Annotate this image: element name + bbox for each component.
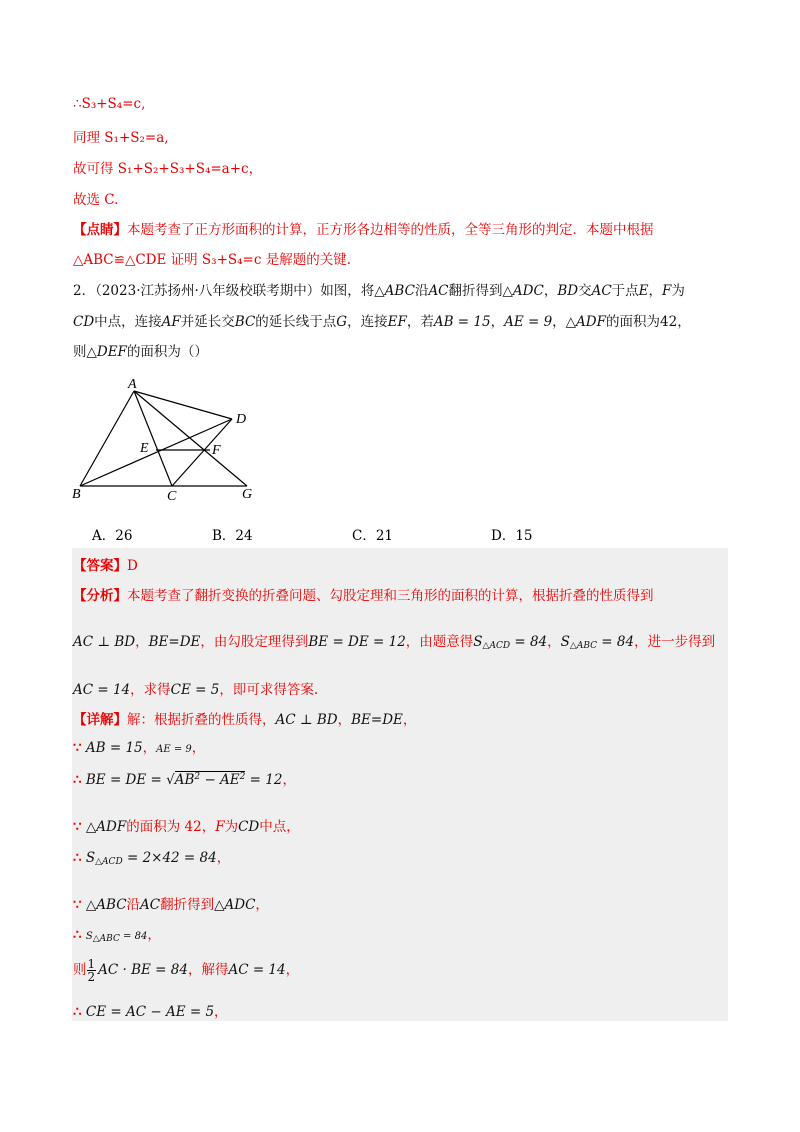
s-value: = 84 [510,634,548,650]
math-ac-perp-bd: AC ⊥ BD [275,712,338,728]
math-bc: BC [234,314,256,330]
question-line-1 [73,279,685,299]
math-s-acd [86,850,217,866]
question-text: 如图，将 [320,283,375,299]
math-ab-15: AB = 15 [85,740,143,756]
segment-ab [80,391,134,486]
detail-text: ， [337,712,352,728]
formula-exp: 2 [239,772,246,782]
math-be-de: BE=DE [351,712,403,728]
question-area-value: 42 [660,314,678,330]
choice-d[interactable]: D．15 [491,528,533,544]
math-triangle-adf: △ADF [85,819,127,835]
question-number: 2． [73,283,96,299]
detail-line-4 [73,815,300,835]
analysis-line-1 [73,584,654,604]
s-subscript: △ACD [482,641,511,651]
answer-tag: 【答案】 [73,558,127,574]
question-text: 为 [671,283,685,299]
math-ac-14: AC = 14 [73,682,131,698]
question-text: 则 [73,344,87,360]
label-f: F [212,443,221,458]
s-symbol: S [473,634,483,650]
math-be-de: BE=DE [148,634,201,650]
math-area-equation: AC · BE = 84 [98,962,188,978]
because-symbol: ∵ [73,740,82,756]
math-ce-result: CE = AC − AE = 5 [85,1004,215,1020]
detail-line-6 [73,893,269,913]
fraction-numerator: 1 [87,957,96,971]
detail-text: ， [142,740,157,756]
question-text: 并延长交 [180,314,235,330]
comment-line-1 [73,218,654,238]
label-c: C [167,489,177,504]
formula-exp: 2 [194,772,201,782]
question-text: 的面积为（） [126,344,208,360]
comment-line-2: △ABC≌△CDE 证明 S₃+S₄=c 是解题的关键. [73,252,352,268]
math-be-sqrt: BE = DE = $√AB^2 - AE^2 = 12$ [85,772,283,788]
question-text: ， [543,283,558,299]
detail-line-2 [73,736,205,756]
fraction-denominator: 2 [87,970,96,984]
detail-text: ，解得 [187,962,229,978]
math-e: E [638,283,649,299]
math-ac-14: AC = 14 [228,962,286,978]
detail-text: ， [216,850,231,866]
detail-text: 沿 [126,897,141,913]
s-value: = 2×42 = 84 [122,850,217,866]
math-ac: AC [140,897,161,913]
question-line-3 [73,340,208,360]
label-e: E [140,441,149,456]
question-text: ， [552,314,566,330]
detail-text: ， [147,927,161,943]
analysis-text: ，求得 [130,682,171,698]
geometry-figure [72,376,272,506]
analysis-text: 本题考查了翻折变换的折叠问题、勾股定理和三角形的面积的计算，根据折叠的性质得到 [127,588,654,604]
detail-text: 翻折得到 [160,897,215,913]
math-ae-9: AE = 9 [156,744,192,755]
analysis-line-2 [73,630,715,651]
math-ac-perp-bd: AC ⊥ BD [73,634,136,650]
math-triangle-abc: △ABC [374,283,415,299]
math-triangle-adc: △ADC [502,283,544,299]
question-text: 沿 [414,283,429,299]
math-f: F [662,283,672,299]
choice-a[interactable]: A．26 [92,528,133,544]
question-text: ， [648,283,663,299]
formula-part: BE = DE = [85,772,167,788]
math-ef: EF [387,314,407,330]
therefore-symbol: ∴ [73,850,82,866]
detail-text: 的面积为 42， [126,819,216,835]
detail-line-1 [73,708,416,728]
detail-line-8 [73,958,299,983]
analysis-line-3 [73,678,318,698]
answer-value: D [127,558,138,574]
math-triangle-abc: △ABC [85,897,127,913]
therefore-symbol: ∴ [73,1004,82,1020]
comment-tag: 【点睛】 [73,222,127,238]
segment-bd [80,419,232,486]
detail-text: 中点， [259,819,300,835]
detail-text: ， [214,1004,228,1020]
question-text: 交 [578,283,592,299]
detail-tag: 【详解】 [73,712,127,728]
question-text: ，若 [406,314,434,330]
question-line-2 [73,310,691,330]
question-text: 的面积为 [606,314,660,330]
detail-text: 为 [224,819,239,835]
choice-c[interactable]: C．21 [352,528,394,544]
therefore-symbol: ∴ [73,772,82,788]
proof-line-4: 故选 C. [73,192,119,208]
analysis-text: ， [547,634,561,650]
question-text: 的延长线于点 [255,314,337,330]
math-g: G [336,314,348,330]
choice-b[interactable]: B．24 [212,528,253,544]
label-b: B [72,487,81,502]
question-source: （2023·江苏扬州·八年级校联考期中） [95,283,321,299]
detail-line-9 [73,1000,228,1020]
label-d: D [236,412,247,427]
detail-text: 解：根据折叠的性质得， [127,712,276,728]
s-subscript: △ACD [95,857,123,867]
segment-ac [134,391,172,486]
detail-text: ， [282,772,296,788]
answer-line [73,554,138,574]
s-value: = 84 [119,931,148,942]
therefore-symbol: ∴ [73,927,82,943]
s-subscript: △ABC [569,641,597,651]
math-s-abc [86,931,147,942]
math-triangle-def: △DEF [86,344,127,360]
math-ab-value: AB = 15 [433,314,491,330]
analysis-text: ，进一步得到 [634,634,716,650]
analysis-tag: 【分析】 [73,588,127,604]
s-symbol: S [85,850,96,866]
question-text: ， [677,314,691,330]
math-ae-value: AE = 9 [504,314,553,330]
detail-text: ， [285,962,300,978]
math-f: F [215,819,225,835]
detail-text: ， [255,897,269,913]
proof-line-1: ∴S₃+S₄=c, [73,96,146,112]
question-text: 翻折得到 [448,283,503,299]
detail-text: ， [402,712,417,728]
math-ce-5: CE = 5 [170,682,220,698]
formula-part: AB [174,772,195,788]
analysis-text: ，由题意得 [405,634,474,650]
math-triangle-adc: △ADC [214,897,256,913]
detail-line-7 [73,923,161,944]
analysis-text: ，即可求得答案. [219,682,319,698]
math-be-de-12: BE = DE = 12 [308,634,406,650]
s-symbol: S [85,931,93,942]
question-text: 中点，连接 [94,314,162,330]
math-cd: CD [238,819,260,835]
s-value: = 84 [597,634,635,650]
formula-part: − AE [200,772,240,788]
comment-text-1: 本题考查了正方形面积的计算，正方形各边相等的性质，全等三角形的判定．本题中根据 [127,222,654,238]
because-symbol: ∵ [73,897,82,913]
fraction-half [87,958,97,983]
s-subscript: △ABC [92,934,120,944]
detail-text: 则 [73,962,87,978]
analysis-text: ，由勾股定理得到 [200,634,309,650]
question-text: ，连接 [347,314,388,330]
detail-line-5 [73,846,230,867]
detail-text: ， [191,740,206,756]
proof-line-3: 故可得 S₁+S₂+S₃+S₄=a+c， [73,161,263,177]
formula-part: = 12 [245,772,283,788]
segment-ad [134,391,232,419]
analysis-text: ， [135,634,149,650]
math-s-acd [473,634,547,650]
math-ac: AC [428,283,449,299]
label-g: G [242,487,253,502]
segment-ag [134,391,247,486]
question-text: 于点 [611,283,639,299]
math-ac: AC [591,283,612,299]
math-s-abc [561,634,634,650]
s-symbol: S [560,634,570,650]
because-symbol: ∵ [73,819,82,835]
label-a: A [128,377,137,392]
math-triangle-adf: △ADF [565,314,606,330]
math-bd: BD [557,283,579,299]
math-af: AF [161,314,181,330]
proof-line-2: 同理 S₁+S₂=a, [73,130,169,146]
segment-dc [172,419,232,486]
detail-line-3 [73,768,296,788]
math-cd: CD [73,314,95,330]
question-text: ， [490,314,505,330]
